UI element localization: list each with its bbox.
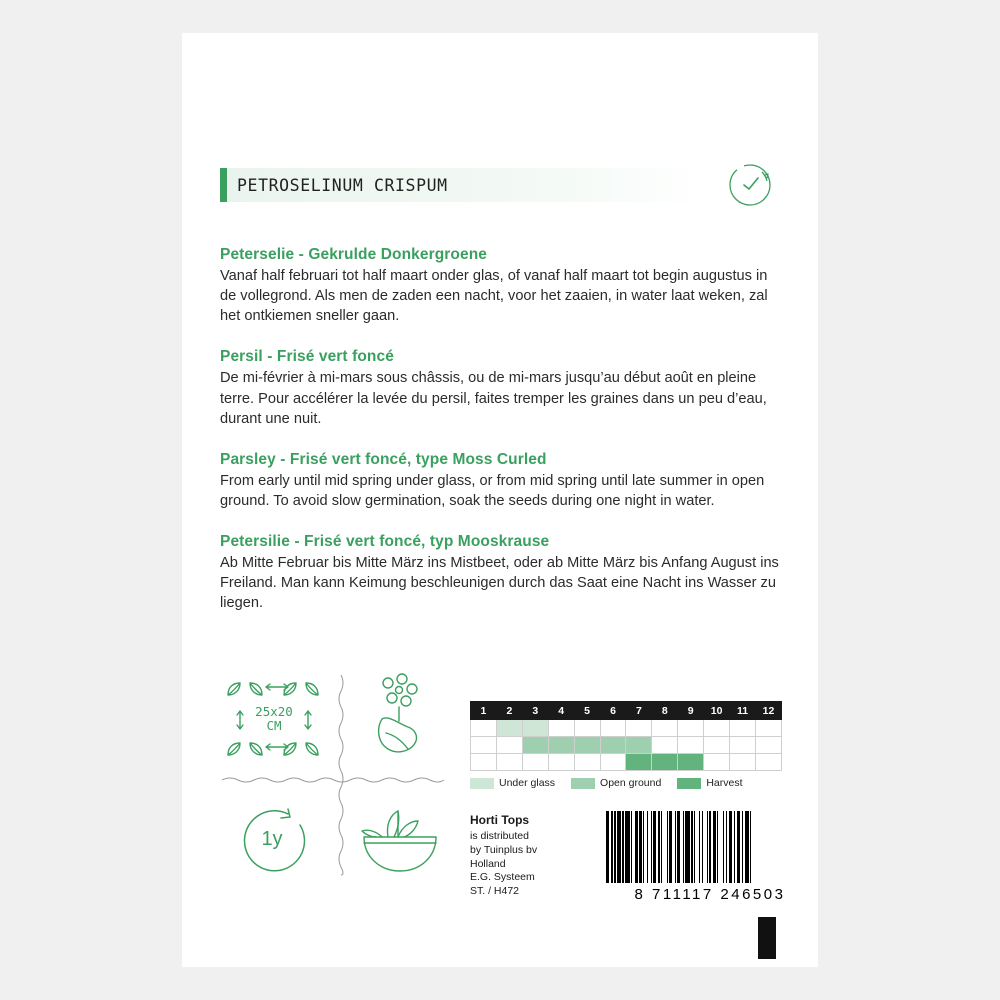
calendar-legend <box>470 777 782 789</box>
calendar-row-glass <box>471 720 782 737</box>
language-title-en: Parsley - Frisé vert foncé, type Moss Curled <box>220 450 547 468</box>
language-block-fr <box>220 348 782 428</box>
legend-swatch-glass <box>470 778 494 789</box>
distributor-brand: Horti Tops <box>470 813 530 827</box>
calendar-cell <box>626 737 652 754</box>
distributor-line-5: ST. / H472 <box>470 885 520 898</box>
calendar-month-9: 9 <box>678 702 704 720</box>
calendar-cell <box>730 720 756 737</box>
calendar-cell <box>678 754 704 771</box>
language-title-fr: Persil - Frisé vert foncé <box>220 348 394 366</box>
calendar-cell <box>704 720 730 737</box>
calendar-cell <box>652 720 678 737</box>
language-text-en: From early until mid spring under glass, or from mid spring until late summer in open ground. To avoid slow germination, soak the seeds during one night in water. <box>220 472 765 509</box>
legend-item-open <box>571 777 661 789</box>
language-text-fr: De mi-février à mi-mars sous châssis, ou de mi-mars jusqu’au début août en pleine terre. Pour accélérer la levée du persil, faites tremper les graines dans un peu d’eau, durant une nuit. <box>220 370 767 427</box>
legend-label-open: Open ground <box>600 777 662 789</box>
calendar-cell <box>626 720 652 737</box>
calendar-table <box>470 701 782 771</box>
calendar-cell <box>496 737 522 754</box>
spacing-value: 25x20 <box>255 704 293 719</box>
latin-name: PETROSELINUM CRISPUM <box>237 175 448 195</box>
calendar-cell <box>755 737 781 754</box>
calendar-row-open <box>471 737 782 754</box>
calendar-cell <box>678 720 704 737</box>
barcode <box>606 811 814 903</box>
calendar-month-5: 5 <box>574 702 600 720</box>
language-block-nl <box>220 246 782 326</box>
calendar-cell <box>548 720 574 737</box>
distributor-line-1: is distributed <box>470 829 529 842</box>
distributor-line-4: E.G. Systeem <box>470 871 535 884</box>
calendar-month-2: 2 <box>496 702 522 720</box>
calendar-cell <box>548 754 574 771</box>
calendar-month-header <box>471 702 782 720</box>
pictogram-grid <box>220 663 454 893</box>
calendar-row-harvest <box>471 754 782 771</box>
calendar-cell <box>730 737 756 754</box>
calendar-month-11: 11 <box>730 702 756 720</box>
calendar-cell <box>522 754 548 771</box>
calendar-month-4: 4 <box>548 702 574 720</box>
legend-swatch-open <box>571 778 595 789</box>
lifespan-value: 1y <box>261 828 283 850</box>
calendar-cell <box>574 720 600 737</box>
calendar-cell <box>704 754 730 771</box>
language-block-de <box>220 533 782 613</box>
accent-stripe <box>220 168 227 202</box>
calendar-month-6: 6 <box>600 702 626 720</box>
language-block-en <box>220 451 782 511</box>
calendar-cell <box>471 754 497 771</box>
calendar-cell <box>652 754 678 771</box>
calendar-cell <box>626 754 652 771</box>
legend-swatch-harvest <box>677 778 701 789</box>
calendar-cell <box>496 754 522 771</box>
calendar-cell <box>755 754 781 771</box>
legend-label-harvest: Harvest <box>706 777 743 789</box>
calendar-cell <box>600 754 626 771</box>
calendar-cell <box>574 737 600 754</box>
lifespan-icon <box>222 785 334 891</box>
packet-header <box>220 168 782 224</box>
divider-horizontal <box>222 776 452 784</box>
language-title-de: Petersilie - Frisé vert foncé, typ Mooskrause <box>220 533 550 550</box>
plant-spacing-icon <box>222 667 334 773</box>
calendar-cell <box>730 754 756 771</box>
calendar-month-3: 3 <box>522 702 548 720</box>
barcode-bars <box>606 811 814 883</box>
calendar-month-12: 12 <box>755 702 781 720</box>
legend-item-glass <box>470 777 555 789</box>
harvest-bowl-icon <box>342 785 454 891</box>
calendar-cell <box>471 737 497 754</box>
barcode-number: 8 711117 246503 <box>634 886 786 903</box>
calendar-cell <box>755 720 781 737</box>
latin-name-bar <box>220 168 702 202</box>
calendar-month-10: 10 <box>704 702 730 720</box>
calendar-cell <box>704 737 730 754</box>
calendar-cell <box>522 737 548 754</box>
language-text-de: Ab Mitte Februar bis Mitte März ins Mistbeet, oder ab Mitte März bis Anfang August ins Freiland. Man kann Keimung beschleunigen durch das Saat eine Nacht ins Wasser zu liegen. <box>220 555 779 612</box>
calendar-cell <box>548 737 574 754</box>
calendar-cell <box>600 720 626 737</box>
calendar-cell <box>522 720 548 737</box>
distributor-line-3: Holland <box>470 857 506 870</box>
sowing-calendar <box>470 701 782 789</box>
spacing-unit: CM <box>266 718 282 733</box>
legend-label-glass: Under glass <box>499 777 556 789</box>
calendar-cell <box>678 737 704 754</box>
distributor-info <box>470 813 537 899</box>
calendar-month-8: 8 <box>652 702 678 720</box>
calendar-cell <box>574 754 600 771</box>
distributor-line-2: by Tuinplus bv <box>470 843 538 856</box>
calendar-cell <box>600 737 626 754</box>
calendar-cell <box>471 720 497 737</box>
sowing-flower-icon <box>342 667 454 773</box>
calendar-cell <box>496 720 522 737</box>
calendar-cell <box>652 737 678 754</box>
clock-icon <box>721 156 779 214</box>
calendar-month-1: 1 <box>471 702 497 720</box>
language-title-nl: Peterselie - Gekrulde Donkergroene <box>220 246 487 263</box>
legend-item-harvest <box>677 777 742 789</box>
print-registration-mark <box>758 917 776 959</box>
calendar-month-7: 7 <box>626 702 652 720</box>
packet-content <box>220 168 782 613</box>
seed-packet-back <box>182 33 818 967</box>
language-text-nl: Vanaf half februari tot half maart onder glas, of vanaf half maart tot begin augustus in de vollegrond. Als men de zaden een nacht, voor het zaaien, in water laat weken, zal het ontkiemen sneller gaan. <box>220 268 768 325</box>
